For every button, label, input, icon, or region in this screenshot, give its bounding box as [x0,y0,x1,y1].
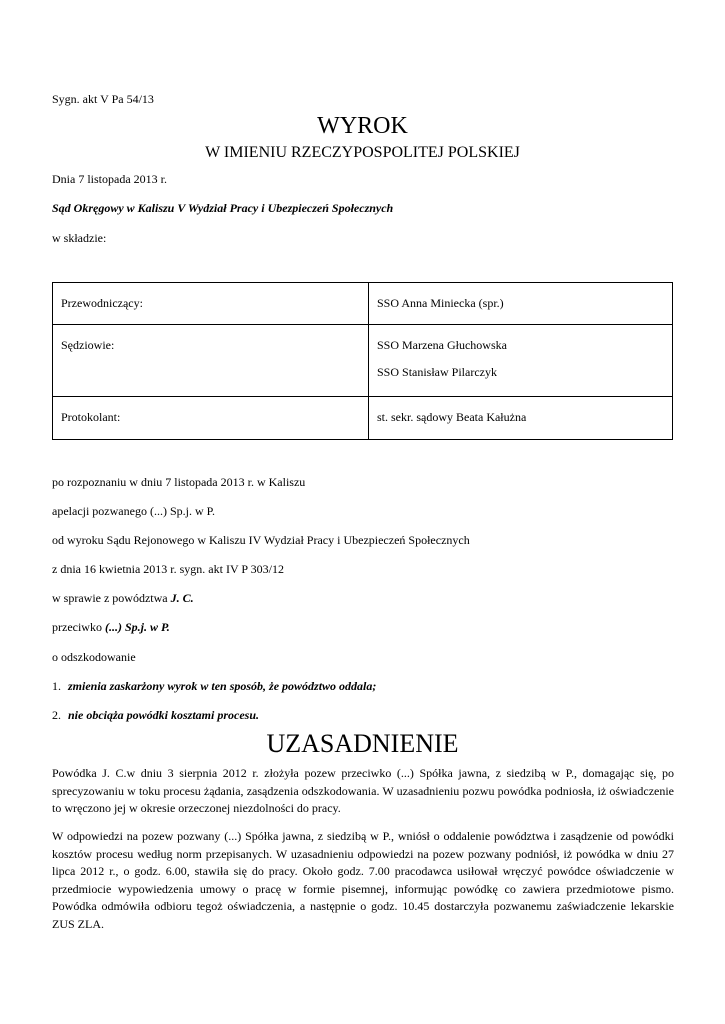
justification-paragraph-2: W odpowiedzi na pozew pozwany (...) Spółka jawna, z siedzibą w P., wniósł o oddalenie powództwa i zasądzenie od powódki kosztów procesu według norm przepisanych. W uzasadnieniu odpowiedzi na pozew pozwany podniósł, iż powódka w dniu 27 lipca 2012 r., o godz. 6.00, stawiła się do pracy. Około godz. 7.00 pracodawca usiłował wręczyć powódce oświadczenie w przedmiocie wypowiedzenia umowy o pracę w formie pisemnej, informując powódkę co zawiera przedmiotowe pismo. Powódka odmówiła odbioru tegoż oświadczenia, a następnie o godz. 10.45 dostarczyła pozwanemu zaświadczenie lekarskie ZUS ZLA. [52,829,674,931]
justification-paragraph-1: Powódka J. C.w dniu 3 sierpnia 2012 r. złożyła pozew przeciwko (...) Spółka jawna, z siedzibą w P., domagając się, po sprecyzowaniu w toku procesu żądania, zasądzenia odszkodowania. W uzasadnieniu pozwu powódka podniosła, iż oświadczenie to wręczono jej w okresie orzeczonej niezdolności do pracy. [52,766,674,815]
table-row [53,325,673,397]
justification-heading: UZASADNIENIE [266,729,459,758]
proceedings-line-3: od wyroku Sądu Rejonowego w Kaliszu IV Wydział Pracy i Ubezpieczeń Społecznych [52,533,470,547]
clerk-value-cell [369,397,673,440]
chair-value-cell [369,283,673,325]
ruling-number: 2. [52,708,61,722]
table-row [53,397,673,440]
clerk-label: Protokolant: [61,410,121,424]
proceedings-line-1: po rozpoznaniu w dniu 7 listopada 2013 r. w Kaliszu [52,475,306,489]
chair-label-cell [53,283,369,325]
proceedings-line-7: o odszkodowanie [52,650,136,664]
proceedings-line-6 [52,620,170,635]
judgment-date: Dnia 7 listopada 2013 r. [52,172,167,186]
proceedings-line-4: z dnia 16 kwietnia 2013 r. sygn. akt IV P 303/12 [52,562,284,576]
ruling-number: 1. [52,679,61,693]
judge-2: SSO Stanisław Pilarczyk [377,365,497,379]
plaintiff-prefix: w sprawie z powództwa [52,591,171,605]
ruling-item-2 [52,708,259,723]
composition-table [52,282,673,440]
judges-label: Sędziowie: [61,338,115,352]
proceedings-line-2: apelacji pozwanego (...) Sp.j. w P. [52,504,215,518]
defendant-name: (...) Sp.j. w P. [104,620,170,634]
chair-label: Przewodniczący: [61,296,143,310]
document-title: WYROK [317,113,408,139]
plaintiff-name: J. C. [170,591,194,605]
clerk-value: st. sekr. sądowy Beata Kałużna [377,410,527,424]
defendant-prefix: przeciwko [52,620,105,634]
proceedings-line-5 [52,591,194,606]
judges-label-cell [53,325,369,397]
ruling-item-1 [52,679,376,694]
table-row [53,283,673,325]
court-name: Sąd Okręgowy w Kaliszu V Wydział Pracy i Ubezpieczeń Społecznych [52,201,394,215]
document-subtitle: W IMIENIU RZECZYPOSPOLITEJ POLSKIEJ [205,144,520,161]
judges-value-cell [369,325,673,397]
ruling-text: zmienia zaskarżony wyrok w ten sposób, że powództwo oddala; [68,679,377,693]
composition-intro: w składzie: [52,231,107,245]
clerk-label-cell [53,397,369,440]
ruling-text: nie obciąża powódki kosztami procesu. [68,708,260,722]
judge-1: SSO Marzena Głuchowska [377,338,507,352]
case-signature: Sygn. akt V Pa 54/13 [52,92,154,106]
chair-value: SSO Anna Miniecka (spr.) [377,296,504,310]
